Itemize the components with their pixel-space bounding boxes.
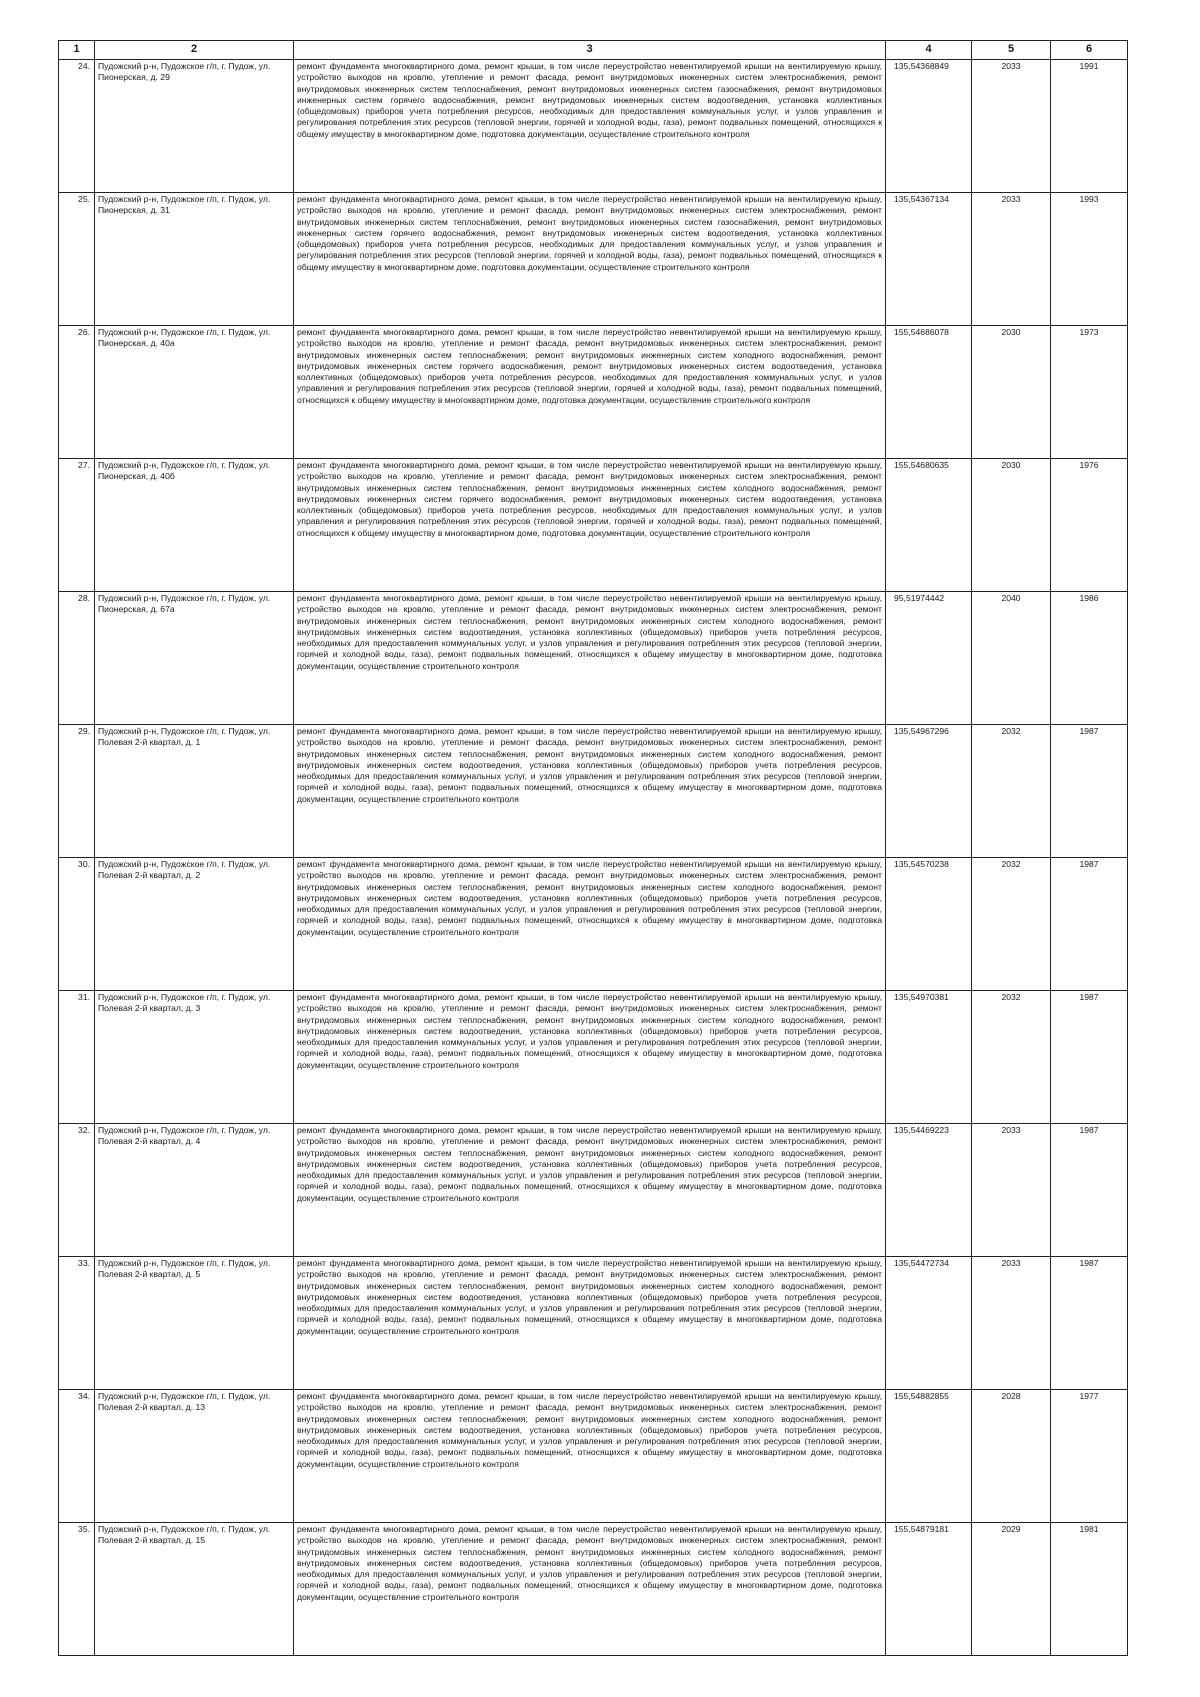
works-description-cell: ремонт фундамента многоквартирного дома, ремонт крыши, в том числе переустройство невентилируемой крыши на вентилируемую крышу, устройство выходов на кровлю, утепление и ремонт фасада, ремонт внутридомовых инженерных систем электроснабжения, ремонт внутридомовых инженерных систем теплоснабжения, ремонт внутридомовых инженерных систем холодного водоснабжения, ремонт внутридомовых инженерных систем водоотведения, установка коллективных (общедомовых) приборов учета потребления ресурсов, необходимых для предоставления коммунальных услуг, и узлов управления и регулирования потребления этих ресурсов (тепловой энергии, горячей и холодной воды, газа), ремонт подвальных помещений, относящихся к общему имуществу в многоквартирном доме, подготовка документации, осуществление строительного контроля <box>294 1257 886 1390</box>
row-number: 35. <box>59 1523 95 1656</box>
value-cell: 155,54686078 <box>886 326 972 459</box>
column-header-6: 6 <box>1051 41 1128 60</box>
row-number: 30. <box>59 858 95 991</box>
value-cell: 155,54882855 <box>886 1390 972 1523</box>
table-row <box>59 991 1128 1124</box>
build-year-cell: 1973 <box>1051 326 1128 459</box>
value-cell: 135,54367134 <box>886 193 972 326</box>
table-row <box>59 60 1128 193</box>
table-row <box>59 326 1128 459</box>
works-description-cell: ремонт фундамента многоквартирного дома, ремонт крыши, в том числе переустройство невентилируемой крыши на вентилируемую крышу, устройство выходов на кровлю, утепление и ремонт фасада, ремонт внутридомовых инженерных систем электроснабжения, ремонт внутридомовых инженерных систем теплоснабжения, ремонт внутридомовых инженерных систем холодного водоснабжения, ремонт внутридомовых инженерных систем водоотведения, установка коллективных (общедомовых) приборов учета потребления ресурсов, необходимых для предоставления коммунальных услуг, и узлов управления и регулирования потребления этих ресурсов (тепловой энергии, горячей и холодной воды, газа), ремонт подвальных помещений, относящихся к общему имуществу в многоквартирном доме, подготовка документации, осуществление строительного контроля <box>294 1124 886 1257</box>
address-cell: Пудожский р-н, Пудожское г/п, г. Пудож, ул. Пионерская, д. 67а <box>95 592 294 725</box>
value-cell: 135,54967296 <box>886 725 972 858</box>
table-row <box>59 1523 1128 1656</box>
build-year-cell: 1993 <box>1051 193 1128 326</box>
planned-year-cell: 2030 <box>972 326 1051 459</box>
planned-year-cell: 2029 <box>972 1523 1051 1656</box>
works-description-cell: ремонт фундамента многоквартирного дома, ремонт крыши, в том числе переустройство невентилируемой крыши на вентилируемую крышу, устройство выходов на кровлю, утепление и ремонт фасада, ремонт внутридомовых инженерных систем электроснабжения, ремонт внутридомовых инженерных систем теплоснабжения, ремонт внутридомовых инженерных систем холодного водоснабжения, ремонт внутридомовых инженерных систем водоотведения, установка коллективных (общедомовых) приборов учета потребления ресурсов, необходимых для предоставления коммунальных услуг, и узлов управления и регулирования потребления этих ресурсов (тепловой энергии, горячей и холодной воды, газа), ремонт подвальных помещений, относящихся к общему имуществу в многоквартирном доме, подготовка документации, осуществление строительного контроля <box>294 1523 886 1656</box>
address-cell: Пудожский р-н, Пудожское г/п, г. Пудож, ул. Полевая 2-й квартал, д. 4 <box>95 1124 294 1257</box>
planned-year-cell: 2033 <box>972 60 1051 193</box>
value-cell: 95,51974442 <box>886 592 972 725</box>
table-row <box>59 1257 1128 1390</box>
address-cell: Пудожский р-н, Пудожское г/п, г. Пудож, ул. Пионерская, д. 29 <box>95 60 294 193</box>
row-number: 25. <box>59 193 95 326</box>
value-cell: 135,54472734 <box>886 1257 972 1390</box>
table-row <box>59 858 1128 991</box>
value-cell: 155,54879181 <box>886 1523 972 1656</box>
address-cell: Пудожский р-н, Пудожское г/п, г. Пудож, ул. Полевая 2-й квартал, д. 1 <box>95 725 294 858</box>
build-year-cell: 1987 <box>1051 1257 1128 1390</box>
planned-year-cell: 2030 <box>972 459 1051 592</box>
row-number: 27. <box>59 459 95 592</box>
row-number: 33. <box>59 1257 95 1390</box>
table-row <box>59 725 1128 858</box>
row-number: 31. <box>59 991 95 1124</box>
works-description-cell: ремонт фундамента многоквартирного дома, ремонт крыши, в том числе переустройство невентилируемой крыши на вентилируемую крышу, устройство выходов на кровлю, утепление и ремонт фасада, ремонт внутридомовых инженерных систем электроснабжения, ремонт внутридомовых инженерных систем теплоснабжения, ремонт внутридомовых инженерных систем холодного водоснабжения, ремонт внутридомовых инженерных систем водоотведения, установка коллективных (общедомовых) приборов учета потребления ресурсов, необходимых для предоставления коммунальных услуг, и узлов управления и регулирования потребления этих ресурсов (тепловой энергии, горячей и холодной воды, газа), ремонт подвальных помещений, относящихся к общему имуществу в многоквартирном доме, подготовка документации, осуществление строительного контроля <box>294 991 886 1124</box>
planned-year-cell: 2032 <box>972 725 1051 858</box>
row-number: 24. <box>59 60 95 193</box>
column-header-4: 4 <box>886 41 972 60</box>
works-description-cell: ремонт фундамента многоквартирного дома, ремонт крыши, в том числе переустройство невентилируемой крыши на вентилируемую крышу, устройство выходов на кровлю, утепление и ремонт фасада, ремонт внутридомовых инженерных систем электроснабжения, ремонт внутридомовых инженерных систем теплоснабжения, ремонт внутридомовых инженерных систем газоснабжения, ремонт внутридомовых инженерных систем горячего водоснабжения, ремонт внутридомовых инженерных систем водоотведения, установка коллективных (общедомовых) приборов учета потребления ресурсов, необходимых для предоставления коммунальных услуг, и узлов управления и регулирования потребления этих ресурсов (тепловой энергии, горячей и холодной воды, газа), ремонт подвальных помещений, относящихся к общему имуществу в многоквартирном доме, подготовка документации, осуществление строительного контроля <box>294 193 886 326</box>
column-header-3: 3 <box>294 41 886 60</box>
address-cell: Пудожский р-н, Пудожское г/п, г. Пудож, ул. Пионерская, д. 31 <box>95 193 294 326</box>
works-description-cell: ремонт фундамента многоквартирного дома, ремонт крыши, в том числе переустройство невентилируемой крыши на вентилируемую крышу, устройство выходов на кровлю, утепление и ремонт фасада, ремонт внутридомовых инженерных систем электроснабжения, ремонт внутридомовых инженерных систем теплоснабжения, ремонт внутридомовых инженерных систем холодного водоснабжения, ремонт внутридомовых инженерных систем водоотведения, установка коллективных (общедомовых) приборов учета потребления ресурсов, необходимых для предоставления коммунальных услуг, и узлов управления и регулирования потребления этих ресурсов (тепловой энергии, горячей и холодной воды, газа), ремонт подвальных помещений, относящихся к общему имуществу в многоквартирном доме, подготовка документации, осуществление строительного контроля <box>294 1390 886 1523</box>
build-year-cell: 1976 <box>1051 459 1128 592</box>
table-row <box>59 1124 1128 1257</box>
table-row <box>59 459 1128 592</box>
document-table <box>58 40 1128 1656</box>
planned-year-cell: 2032 <box>972 991 1051 1124</box>
build-year-cell: 1987 <box>1051 991 1128 1124</box>
value-cell: 135,54570238 <box>886 858 972 991</box>
works-description-cell: ремонт фундамента многоквартирного дома, ремонт крыши, в том числе переустройство невентилируемой крыши на вентилируемую крышу, устройство выходов на кровлю, утепление и ремонт фасада, ремонт внутридомовых инженерных систем электроснабжения, ремонт внутридомовых инженерных систем теплоснабжения, ремонт внутридомовых инженерных систем холодного водоснабжения, ремонт внутридомовых инженерных систем водоотведения, установка коллективных (общедомовых) приборов учета потребления ресурсов, необходимых для предоставления коммунальных услуг, и узлов управления и регулирования потребления этих ресурсов (тепловой энергии, горячей и холодной воды, газа), ремонт подвальных помещений, относящихся к общему имуществу в многоквартирном доме, подготовка документации, осуществление строительного контроля <box>294 592 886 725</box>
address-cell: Пудожский р-н, Пудожское г/п, г. Пудож, ул. Полевая 2-й квартал, д. 2 <box>95 858 294 991</box>
planned-year-cell: 2040 <box>972 592 1051 725</box>
planned-year-cell: 2033 <box>972 193 1051 326</box>
row-number: 29. <box>59 725 95 858</box>
address-cell: Пудожский р-н, Пудожское г/п, г. Пудож, ул. Полевая 2-й квартал, д. 5 <box>95 1257 294 1390</box>
table-row <box>59 592 1128 725</box>
build-year-cell: 1987 <box>1051 858 1128 991</box>
works-description-cell: ремонт фундамента многоквартирного дома, ремонт крыши, в том числе переустройство невентилируемой крыши на вентилируемую крышу, устройство выходов на кровлю, утепление и ремонт фасада, ремонт внутридомовых инженерных систем электроснабжения, ремонт внутридомовых инженерных систем теплоснабжения, ремонт внутридомовых инженерных систем холодного водоснабжения, ремонт внутридомовых инженерных систем горячего водоснабжения, ремонт внутридомовых инженерных систем водоотведения, установка коллективных (общедомовых) приборов учета потребления ресурсов, необходимых для предоставления коммунальных услуг, и узлов управления и регулирования потребления этих ресурсов (тепловой энергии, горячей и холодной воды, газа), ремонт подвальных помещений, относящихся к общему имуществу в многоквартирном доме, подготовка документации, осуществление строительного контроля <box>294 459 886 592</box>
table-row <box>59 193 1128 326</box>
row-number: 32. <box>59 1124 95 1257</box>
row-number: 34. <box>59 1390 95 1523</box>
value-cell: 155,54680635 <box>886 459 972 592</box>
address-cell: Пудожский р-н, Пудожское г/п, г. Пудож, ул. Пионерская, д. 40а <box>95 326 294 459</box>
column-header-2: 2 <box>95 41 294 60</box>
value-cell: 135,54469223 <box>886 1124 972 1257</box>
planned-year-cell: 2033 <box>972 1257 1051 1390</box>
works-description-cell: ремонт фундамента многоквартирного дома, ремонт крыши, в том числе переустройство невентилируемой крыши на вентилируемую крышу, устройство выходов на кровлю, утепление и ремонт фасада, ремонт внутридомовых инженерных систем электроснабжения, ремонт внутридомовых инженерных систем теплоснабжения, ремонт внутридомовых инженерных систем холодного водоснабжения, ремонт внутридомовых инженерных систем водоотведения, установка коллективных (общедомовых) приборов учета потребления ресурсов, необходимых для предоставления коммунальных услуг, и узлов управления и регулирования потребления этих ресурсов (тепловой энергии, горячей и холодной воды, газа), ремонт подвальных помещений, относящихся к общему имуществу в многоквартирном доме, подготовка документации, осуществление строительного контроля <box>294 725 886 858</box>
address-cell: Пудожский р-н, Пудожское г/п, г. Пудож, ул. Полевая 2-й квартал, д. 13 <box>95 1390 294 1523</box>
build-year-cell: 1986 <box>1051 592 1128 725</box>
row-number: 28. <box>59 592 95 725</box>
build-year-cell: 1977 <box>1051 1390 1128 1523</box>
address-cell: Пудожский р-н, Пудожское г/п, г. Пудож, ул. Полевая 2-й квартал, д. 15 <box>95 1523 294 1656</box>
column-header-1: 1 <box>59 41 95 60</box>
works-description-cell: ремонт фундамента многоквартирного дома, ремонт крыши, в том числе переустройство невентилируемой крыши на вентилируемую крышу, устройство выходов на кровлю, утепление и ремонт фасада, ремонт внутридомовых инженерных систем электроснабжения, ремонт внутридомовых инженерных систем теплоснабжения, ремонт внутридомовых инженерных систем холодного водоснабжения, ремонт внутридомовых инженерных систем водоотведения, установка коллективных (общедомовых) приборов учета потребления ресурсов, необходимых для предоставления коммунальных услуг, и узлов управления и регулирования потребления этих ресурсов (тепловой энергии, горячей и холодной воды, газа), ремонт подвальных помещений, относящихся к общему имуществу в многоквартирном доме, подготовка документации, осуществление строительного контроля <box>294 858 886 991</box>
row-number: 26. <box>59 326 95 459</box>
address-cell: Пудожский р-н, Пудожское г/п, г. Пудож, ул. Пионерская, д. 40б <box>95 459 294 592</box>
value-cell: 135,54368849 <box>886 60 972 193</box>
address-cell: Пудожский р-н, Пудожское г/п, г. Пудож, ул. Полевая 2-й квартал, д. 3 <box>95 991 294 1124</box>
planned-year-cell: 2033 <box>972 1124 1051 1257</box>
planned-year-cell: 2032 <box>972 858 1051 991</box>
value-cell: 135,54970381 <box>886 991 972 1124</box>
build-year-cell: 1981 <box>1051 1523 1128 1656</box>
build-year-cell: 1987 <box>1051 1124 1128 1257</box>
header-row <box>59 41 1128 60</box>
build-year-cell: 1987 <box>1051 725 1128 858</box>
works-description-cell: ремонт фундамента многоквартирного дома, ремонт крыши, в том числе переустройство невентилируемой крыши на вентилируемую крышу, устройство выходов на кровлю, утепление и ремонт фасада, ремонт внутридомовых инженерных систем электроснабжения, ремонт внутридомовых инженерных систем теплоснабжения, ремонт внутридомовых инженерных систем холодного водоснабжения, ремонт внутридомовых инженерных систем горячего водоснабжения, ремонт внутридомовых инженерных систем водоотведения, установка коллективных (общедомовых) приборов учета потребления ресурсов, необходимых для предоставления коммунальных услуг, и узлов управления и регулирования потребления этих ресурсов (тепловой энергии, горячей и холодной воды, газа), ремонт подвальных помещений, относящихся к общему имуществу в многоквартирном доме, подготовка документации, осуществление строительного контроля <box>294 326 886 459</box>
build-year-cell: 1991 <box>1051 60 1128 193</box>
planned-year-cell: 2028 <box>972 1390 1051 1523</box>
table-row <box>59 1390 1128 1523</box>
column-header-5: 5 <box>972 41 1051 60</box>
works-description-cell: ремонт фундамента многоквартирного дома, ремонт крыши, в том числе переустройство невентилируемой крыши на вентилируемую крышу, устройство выходов на кровлю, утепление и ремонт фасада, ремонт внутридомовых инженерных систем электроснабжения, ремонт внутридомовых инженерных систем теплоснабжения, ремонт внутридомовых инженерных систем газоснабжения, ремонт внутридомовых инженерных систем горячего водоснабжения, ремонт внутридомовых инженерных систем водоотведения, установка коллективных (общедомовых) приборов учета потребления ресурсов, необходимых для предоставления коммунальных услуг, и узлов управления и регулирования потребления этих ресурсов (тепловой энергии, горячей и холодной воды, газа), ремонт подвальных помещений, относящихся к общему имуществу в многоквартирном доме, подготовка документации, осуществление строительного контроля <box>294 60 886 193</box>
